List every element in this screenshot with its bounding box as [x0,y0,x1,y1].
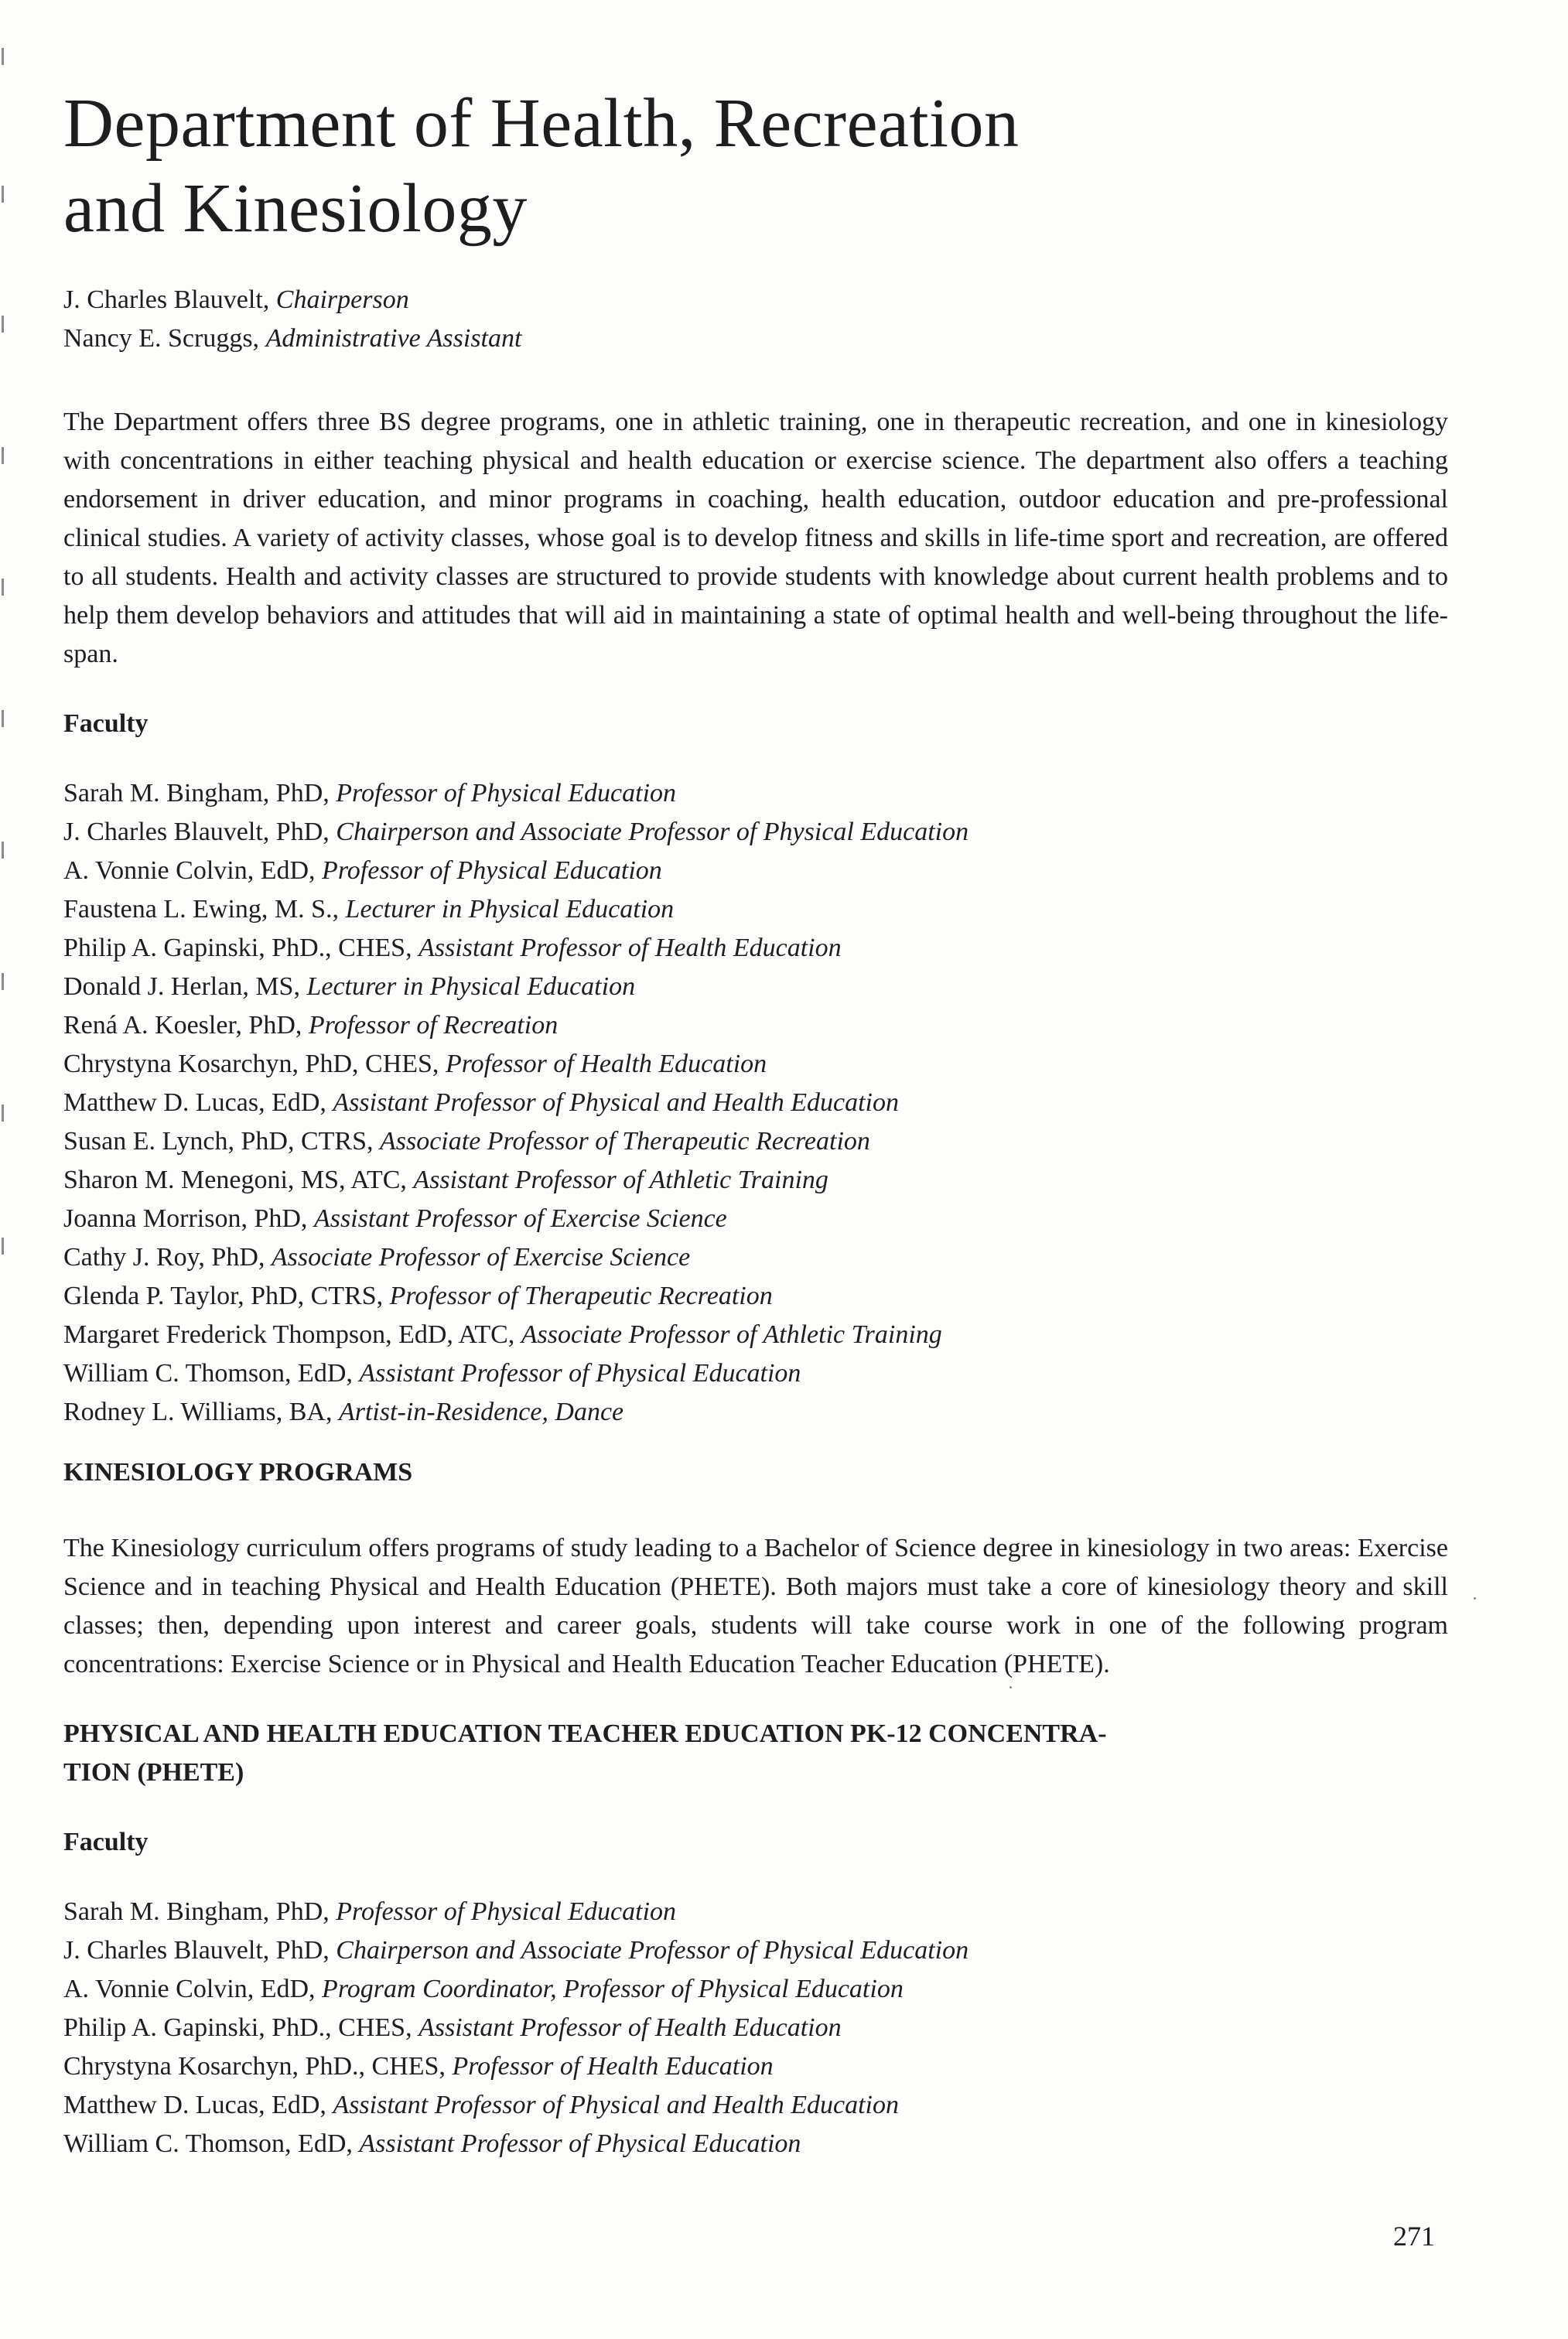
faculty-name: Glenda P. Taylor, PhD, CTRS, [63,1282,390,1310]
scan-mark [2,710,4,727]
faculty-name: Sarah M. Bingham, PhD, [63,779,336,808]
faculty-title: Assistant Professor of Physical and Health Education [333,1088,900,1117]
faculty-name: William C. Thomson, EdD, [63,1359,360,1388]
faculty-entry [63,1354,1448,1393]
faculty-entry [63,890,1448,929]
staff-name: Nancy E. Scruggs, [63,324,266,353]
page-title-line1: Department of Health, Recreation [63,85,1020,162]
faculty-name: Matthew D. Lucas, EdD, [63,1088,333,1117]
staff-list [63,281,1448,358]
kinesiology-paragraph: The Kinesiology curriculum offers programs of study leading to a Bachelor of Science degree in kinesiology in two areas: Exercise Science and in teaching Physical and Health Education (PHETE). Both majors must take a core of kinesiology theory and skill classes; then, depending upon interest and career goals, students will take course work in one of the following program concentrations: Exercise Science or in Physical and Health Education Teacher Education (PHETE). [63,1534,1448,1678]
faculty-name: A. Vonnie Colvin, EdD, [63,1975,323,2003]
faculty-title: Chairperson and Associate Professor of Physical Education [336,1936,969,1965]
faculty-name: Chrystyna Kosarchyn, PhD., CHES, [63,2052,453,2081]
phete-faculty-entry [63,2047,1448,2086]
scan-mark [2,579,4,596]
intro-paragraph: The Department offers three BS degree programs, one in athletic training, one in therapeutic recreation, and one in kinesiology with concentrations in either teaching physical and health education or exercise science. The department also offers a teaching endorsement in driver education, and minor programs in coaching, health education, outdoor education and pre-professional clinical studies. A variety of activity classes, whose goal is to develop fitness and skills in life-time sport and recreation, are offered to all students. Health and activity classes are structured to provide students with knowledge about current health problems and to help them develop behaviors and attitudes that will aid in maintaining a state of optimal health and well-being throughout the lifespan. [63,408,1448,668]
faculty-name: Sarah M. Bingham, PhD, [63,1897,336,1926]
scan-mark [2,842,4,859]
faculty-name: Cathy J. Roy, PhD, [63,1243,272,1272]
phete-faculty-entry [63,1893,1448,1931]
faculty-entry [63,1084,1448,1122]
faculty-name: Donald J. Herlan, MS, [63,972,307,1001]
phete-faculty-entry [63,2125,1448,2163]
faculty-title: Assistant Professor of Health Education [418,934,842,962]
faculty-entry [63,1200,1448,1238]
faculty-title: Associate Professor of Exercise Science [271,1243,691,1272]
faculty-entry [63,1006,1448,1045]
faculty-name: Susan E. Lynch, PhD, CTRS, [63,1127,380,1156]
document-body [63,81,1448,2163]
scan-mark [2,1105,4,1122]
faculty-title: Associate Professor of Therapeutic Recreation [379,1127,870,1156]
faculty-title: Professor of Health Education [452,2052,774,2081]
faculty-entry [63,852,1448,890]
staff-role: Administrative Assistant [265,324,522,353]
faculty-entry [63,1238,1448,1277]
scan-mark [2,48,4,65]
faculty-entry [63,1161,1448,1200]
faculty-title: Program Coordinator, Professor of Physical Education [322,1975,904,2003]
faculty-name: Matthew D. Lucas, EdD, [63,2091,333,2119]
faculty-name: Chrystyna Kosarchyn, PhD, CHES, [63,1050,446,1078]
phete-faculty-heading: Faculty [63,1828,149,1856]
faculty-name: Joanna Morrison, PhD, [63,1204,314,1233]
phete-faculty-entry [63,1931,1448,1970]
faculty-name: Rená A. Koesler, PhD, [63,1011,309,1040]
faculty-title: Lecturer in Physical Education [306,972,636,1001]
faculty-title: Professor of Health Education [445,1050,767,1078]
faculty-entry [63,813,1448,852]
faculty-entry [63,1045,1448,1084]
phete-faculty-entry [63,2009,1448,2047]
faculty-name: Philip A. Gapinski, PhD., CHES, [63,2013,419,2042]
staff-entry [63,281,1448,319]
faculty-name: J. Charles Blauvelt, PhD, [63,1936,336,1965]
faculty-title: Assistant Professor of Physical Education [359,2129,801,2158]
staff-entry [63,319,1448,358]
scan-speck [1474,1597,1476,1600]
faculty-title: Artist-in-Residence, Dance [338,1398,624,1426]
faculty-title: Professor of Therapeutic Recreation [389,1282,773,1310]
faculty-name: Faustena L. Ewing, M. S., [63,895,346,924]
faculty-title: Assistant Professor of Physical Education [359,1359,801,1388]
faculty-title: Associate Professor of Athletic Training [521,1320,942,1349]
phete-faculty-entry [63,2086,1448,2125]
faculty-title: Assistant Professor of Health Education [418,2013,842,2042]
scan-mark [2,973,4,990]
staff-role: Chairperson [275,285,409,314]
faculty-name: Sharon M. Menegoni, MS, ATC, [63,1166,414,1194]
faculty-name: J. Charles Blauvelt, PhD, [63,818,336,846]
faculty-title: Professor of Physical Education [322,856,662,885]
faculty-entry [63,1122,1448,1161]
faculty-heading: Faculty [63,709,149,738]
scan-mark [2,1238,4,1255]
page-title [63,81,1448,251]
scan-mark [2,186,4,203]
faculty-name: Rodney L. Williams, BA, [63,1398,339,1426]
faculty-entry [63,774,1448,813]
faculty-name: Margaret Frederick Thompson, EdD, ATC, [63,1320,521,1349]
faculty-name: Philip A. Gapinski, PhD., CHES, [63,934,419,962]
kinesiology-heading: KINESIOLOGY PROGRAMS [63,1458,413,1487]
faculty-list [63,774,1448,1432]
faculty-title: Chairperson and Associate Professor of Physical Education [336,818,969,846]
phete-faculty-list [63,1893,1448,2163]
page-number: 271 [1393,2221,1435,2252]
phete-heading-line2: TION (PHETE) [63,1758,244,1787]
faculty-name: A. Vonnie Colvin, EdD, [63,856,323,885]
phete-heading-line1: PHYSICAL AND HEALTH EDUCATION TEACHER EDUCATION PK-12 CONCENTRA- [63,1719,1107,1748]
faculty-title: Lecturer in Physical Education [345,895,675,924]
faculty-title: Assistant Professor of Athletic Training [413,1166,828,1194]
staff-name: J. Charles Blauvelt, [63,285,276,314]
faculty-entry [63,929,1448,968]
faculty-entry [63,968,1448,1006]
phete-heading [63,1715,1448,1792]
faculty-title: Assistant Professor of Exercise Science [313,1204,727,1233]
faculty-title: Assistant Professor of Physical and Health Education [333,2091,900,2119]
faculty-name: William C. Thomson, EdD, [63,2129,360,2158]
page-title-line2: and Kinesiology [63,170,528,247]
scan-mark [2,316,4,333]
faculty-entry [63,1277,1448,1316]
faculty-title: Professor of Recreation [308,1011,559,1040]
faculty-entry [63,1393,1448,1432]
scan-mark [2,447,4,464]
faculty-title: Professor of Physical Education [336,1897,677,1926]
faculty-entry [63,1316,1448,1354]
faculty-title: Professor of Physical Education [336,779,677,808]
phete-faculty-entry [63,1970,1448,2009]
